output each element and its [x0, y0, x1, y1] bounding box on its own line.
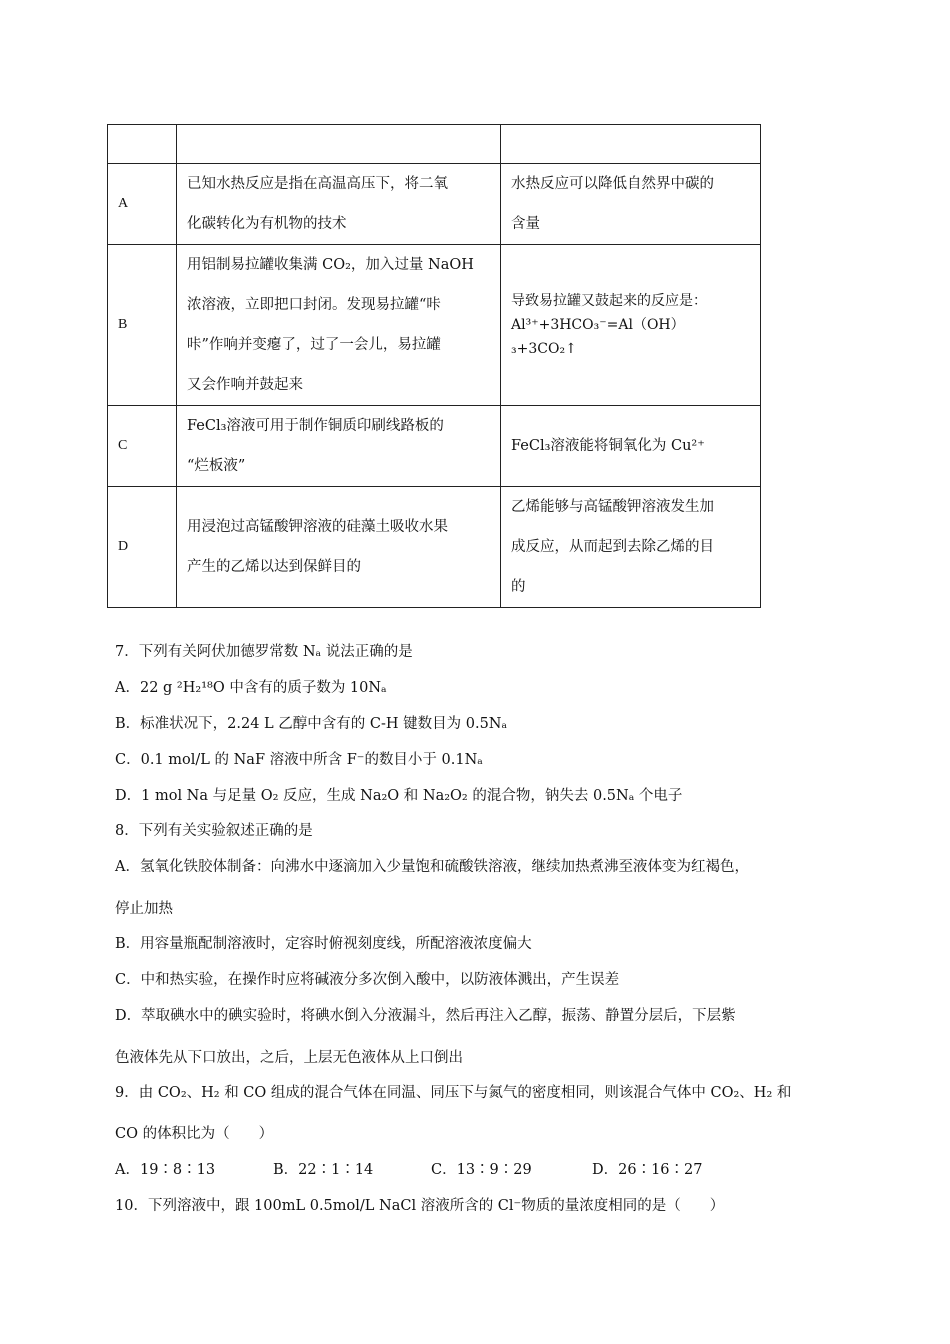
explanation-cell	[501, 245, 761, 406]
explanation-cell	[501, 487, 761, 608]
cell-line: 用铝制易拉罐收集满 CO₂，加入过量 NaOH	[187, 257, 474, 273]
question-8-option-d: D．萃取碘水中的碘实验时，将碘水倒入分液漏斗，然后再注入乙醇，振荡、静置分层后，下层紫	[115, 1008, 736, 1024]
question-9-option-d: D．26∶16∶27	[592, 1162, 703, 1178]
question-9-option-a: A．19∶8∶13	[115, 1162, 216, 1178]
row-label: C	[108, 406, 177, 487]
question-9-stem-cont: CO 的体积比为（ ）	[115, 1126, 274, 1142]
table-row	[108, 487, 761, 608]
question-9-stem: 9．由 CO₂、H₂ 和 CO 组成的混合气体在同温、同压下与氮气的密度相同，则该混合气体中 CO₂、H₂ 和	[115, 1085, 792, 1101]
cell-line: “烂板液”	[187, 458, 246, 474]
question-7-option-d: D．1 mol Na 与足量 O₂ 反应，生成 Na₂O 和 Na₂O₂ 的混合物，钠失去 0.5Nₐ 个电子	[115, 788, 683, 804]
question-8-option-d-cont: 色液体先从下口放出，之后，上层无色液体从上口倒出	[115, 1050, 463, 1066]
table-header-row	[108, 125, 761, 164]
question-7-option-b: B．标准状况下，2.24 L 乙醇中含有的 C-H 键数目为 0.5Nₐ	[115, 716, 508, 732]
row-label: A	[108, 164, 177, 245]
cell-line: 浓溶液，立即把口封闭。发现易拉罐“咔	[187, 297, 441, 313]
table-cell	[177, 125, 501, 164]
cell-line: FeCl₃溶液可用于制作铜质印刷线路板的	[187, 418, 444, 434]
cell-line: 化碳转化为有机物的技术	[187, 216, 347, 232]
cell-line: 用浸泡过高锰酸钾溶液的硅藻土吸收水果	[187, 519, 448, 535]
explanation-cell	[501, 406, 761, 487]
question-7-option-c: C．0.1 mol/L 的 NaF 溶液中所含 F⁻的数目小于 0.1Nₐ	[115, 752, 483, 768]
question-9-option-c: C．13∶9∶29	[431, 1162, 532, 1178]
table-cell	[108, 125, 177, 164]
phenomenon-cell	[177, 487, 501, 608]
phenomenon-cell	[177, 164, 501, 245]
cell-line: 的	[511, 579, 526, 595]
question-8-option-b: B．用容量瓶配制溶液时，定容时俯视刻度线，所配溶液浓度偏大	[115, 936, 532, 952]
question-7-option-a: A．22 g ²H₂¹⁸O 中含有的质子数为 10Nₐ	[115, 680, 387, 696]
cell-line: FeCl₃溶液能将铜氧化为 Cu²⁺	[511, 438, 705, 454]
row-label: D	[108, 487, 177, 608]
question-8-option-a: A．氢氧化铁胶体制备：向沸水中逐滴加入少量饱和硫酸铁溶液，继续加热煮沸至液体变为红褐色，	[115, 859, 749, 875]
table-row	[108, 164, 761, 245]
phenomenon-cell	[177, 245, 501, 406]
cell-line: 咔”作响并变瘪了，过了一会儿，易拉罐	[187, 337, 441, 353]
cell-line: 又会作响并鼓起来	[187, 377, 303, 393]
table-row	[108, 406, 761, 487]
question-table	[107, 124, 761, 608]
question-8-option-a-cont: 停止加热	[115, 901, 173, 917]
question-7-stem: 7．下列有关阿伏加德罗常数 Nₐ 说法正确的是	[115, 644, 413, 660]
question-9-options	[115, 1160, 702, 1180]
question-8-stem: 8．下列有关实验叙述正确的是	[115, 823, 313, 839]
cell-line: 成反应，从而起到去除乙烯的目	[511, 539, 714, 555]
table-cell	[501, 125, 761, 164]
row-label: B	[108, 245, 177, 406]
question-9-option-b: B．22∶1∶14	[273, 1162, 374, 1178]
cell-line: 含量	[511, 216, 540, 232]
cell-line: 产生的乙烯以达到保鲜目的	[187, 559, 361, 575]
question-8-option-c: C．中和热实验，在操作时应将碱液分多次倒入酸中，以防液体溅出，产生误差	[115, 972, 620, 988]
cell-line: Al³⁺+3HCO₃⁻=Al（OH）₃+3CO₂↑	[511, 317, 685, 357]
cell-line: 已知水热反应是指在高温高压下，将二氧	[187, 176, 448, 192]
cell-line: 乙烯能够与高锰酸钾溶液发生加	[511, 499, 714, 515]
phenomenon-cell	[177, 406, 501, 487]
table-row	[108, 245, 761, 406]
question-10-stem: 10．下列溶液中，跟 100mL 0.5mol/L NaCl 溶液所含的 Cl⁻物质的量浓度相同的是（ ）	[115, 1198, 725, 1214]
explanation-cell	[501, 164, 761, 245]
cell-line: 水热反应可以降低自然界中碳的	[511, 176, 714, 192]
cell-line: 导致易拉罐又鼓起来的反应是：	[511, 293, 707, 309]
